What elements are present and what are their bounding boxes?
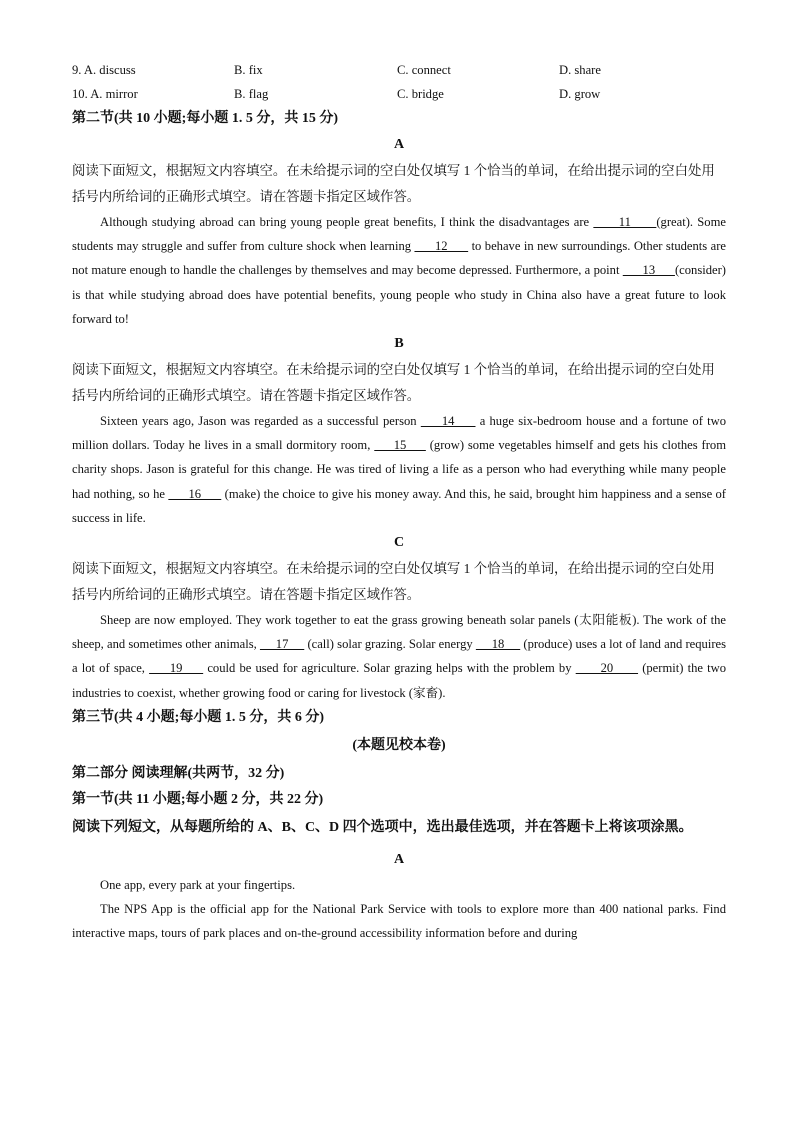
blank-11: 11 bbox=[593, 215, 657, 229]
question-10-options bbox=[72, 82, 726, 106]
passage-c-instruction: 阅读下面短文，根据短文内容填空。在未给提示词的空白处仅填写 1 个恰当的单词，在给出提示词的空白处用括号内所给词的正确形式填空。请在答题卡指定区域作答。 bbox=[72, 561, 715, 603]
section-2-title: 第二节(共 10 小题;每小题 1. 5 分，共 15 分) bbox=[72, 111, 338, 126]
reading-a-paragraph-2: The NPS App is the official app for the National Park Service with tools to explore more than 400 national parks. Find interactive maps, tours of park places and on-the-ground accessibility information before and during bbox=[72, 902, 726, 941]
question-9-options bbox=[72, 58, 726, 82]
passage-a-text: Although studying abroad can bring young people great benefits, I think the disadvantages are 11 (great). Some students may struggle and suffer from culture shock when learning 12 to behave in new surroundings. Other students are not mature enough to handle the challenges by themselves and may become depressed. Furthermore, a point 13 (consider) is that while studying abroad does have potential benefits, young people who study in China also have a great future to look forward to! bbox=[72, 215, 726, 326]
option-c: C. connect bbox=[397, 63, 451, 77]
blank-19: 19 bbox=[149, 661, 204, 676]
part-2-section-1-title: 第一节(共 11 小题;每小题 2 分，共 22 分) bbox=[72, 791, 324, 807]
passage-b-letter: B bbox=[394, 336, 404, 352]
passage-b-instruction: 阅读下面短文，根据短文内容填空。在未给提示词的空白处仅填写 1 个恰当的单词，在给出提示词的空白处用括号内所给词的正确形式填空。请在答题卡指定区域作答。 bbox=[72, 362, 715, 404]
blank-13: 13 bbox=[622, 263, 675, 278]
blank-20: 20 bbox=[575, 661, 639, 676]
option-b: B. flag bbox=[234, 87, 269, 101]
option-d: D. share bbox=[559, 63, 601, 77]
part-2-instruction: 阅读下列短文，从每题所给的 A、B、C、D 四个选项中，选出最佳选项，并在答题卡上将该项涂黑。 bbox=[72, 819, 693, 835]
reading-a-letter: A bbox=[393, 851, 405, 867]
blank-14: 14 bbox=[420, 414, 476, 429]
blank-18: 18 bbox=[475, 637, 521, 652]
option-a: 10. A. mirror bbox=[72, 87, 138, 101]
blank-15: 15 bbox=[374, 438, 426, 453]
option-a: 9. A. discuss bbox=[72, 63, 136, 77]
section-3-note: (本题见校本卷) bbox=[352, 737, 446, 753]
passage-c-text: Sheep are now employed. They work together to eat the grass growing beneath solar panels (太阳能板). The work of the sheep, and sometimes other animals, 17 (call) solar grazing. Solar energy 18 (produce) uses a lot of land and requires a lot of space, 19 could be used for agriculture. Solar grazing helps with the problem by 20 (permit) the two industries to coexist, whether growing food or caring for livestock (家畜). bbox=[72, 613, 727, 700]
option-d: D. grow bbox=[559, 87, 601, 101]
blank-17: 17 bbox=[259, 637, 305, 652]
option-b: B. fix bbox=[234, 63, 263, 77]
blank-12: 12 bbox=[414, 239, 469, 254]
passage-a-instruction: 阅读下面短文，根据短文内容填空。在未给提示词的空白处仅填写 1 个恰当的单词，在给出提示词的空白处用括号内所给词的正确形式填空。请在答题卡指定区域作答。 bbox=[72, 163, 715, 204]
reading-a-paragraph-1: One app, every park at your fingertips. bbox=[100, 877, 296, 892]
part-2-title: 第二部分 阅读理解(共两节，32 分) bbox=[72, 765, 285, 781]
option-c: C. bridge bbox=[397, 87, 444, 101]
passage-b-text: Sixteen years ago, Jason was regarded as a successful person 14 a huge six-bedroom house and a fortune of two million dollars. Today he lives in a small dormitory room, 15 (grow) some vegetables himself and gets his clothes from charity shops. Jason is grateful for this change. He was tired of living a life as a person who had everything while many people had nothing, so he 16 (make) the choice to give his money away. And this, he said, brought him happiness and a sense of success in life. bbox=[72, 414, 727, 525]
blank-16: 16 bbox=[168, 486, 222, 501]
passage-c-letter: C bbox=[393, 535, 405, 551]
section-3-title: 第三节(共 4 小题;每小题 1. 5 分，共 6 分) bbox=[72, 709, 324, 725]
passage-a-letter: A bbox=[393, 137, 405, 152]
document-page bbox=[72, 58, 726, 945]
